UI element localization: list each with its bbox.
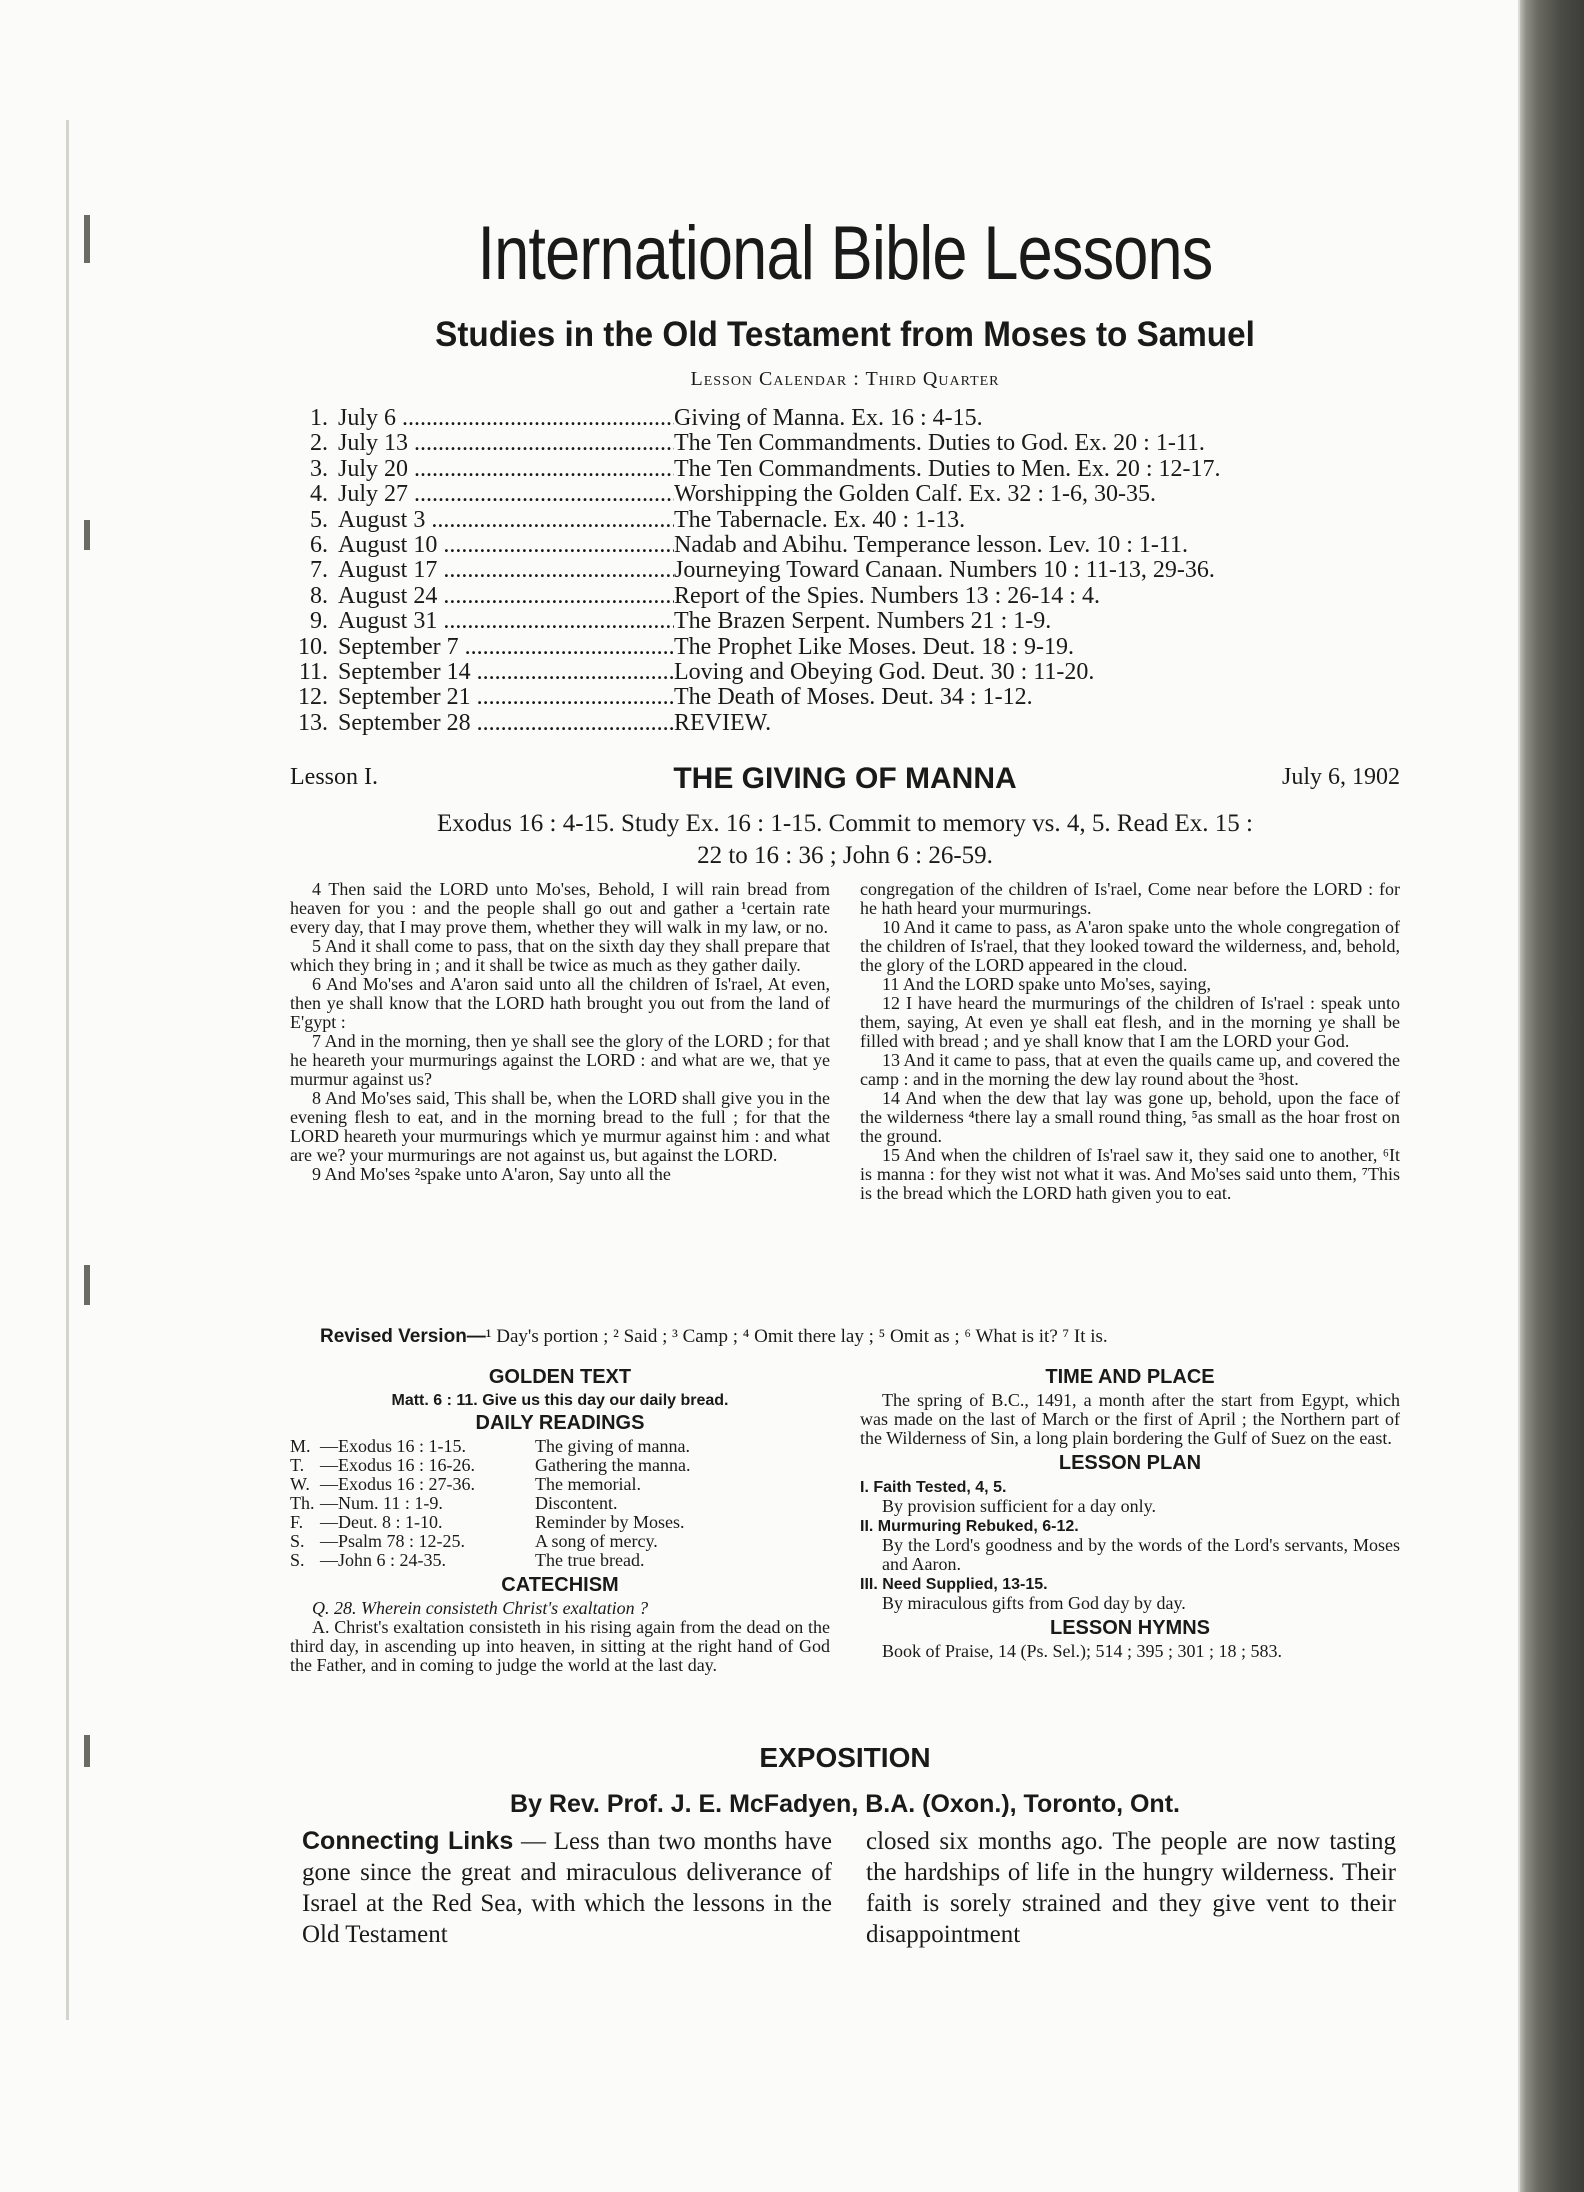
calendar-topic: Journeying Toward Canaan. Numbers 10 : 11-13, 29-36. bbox=[674, 557, 1215, 584]
reading-topic: A song of mercy. bbox=[535, 1531, 658, 1551]
lesson-label: Lesson I. bbox=[290, 764, 378, 790]
calendar-date: August 24 ..... bbox=[338, 584, 674, 609]
calendar-date: September 28 ..... bbox=[338, 711, 674, 736]
calendar-topic: Nadab and Abihu. Temperance lesson. Lev. 10 : 1-11. bbox=[674, 532, 1188, 559]
exposition-heading: EXPOSITION bbox=[759, 1742, 931, 1773]
calendar-date: August 3 ..... bbox=[338, 508, 674, 533]
calendar-number: 2. bbox=[310, 430, 328, 457]
references-line: 22 to 16 : 36 ; John 6 : 26-59. bbox=[697, 842, 993, 869]
calendar-number: 1. bbox=[310, 405, 328, 431]
reading-day: F. bbox=[290, 1512, 304, 1532]
exposition-left-text: — Less than two months have gone since the great and miraculous deliverance of Israel at the Red Sea, with which the lessons in the Old Testament bbox=[302, 1828, 832, 1948]
calendar-row bbox=[290, 635, 1400, 660]
calendar-date: September 14 ..... bbox=[338, 660, 674, 685]
calendar-row bbox=[290, 482, 1400, 507]
calendar-number: 3. bbox=[310, 455, 328, 482]
lesson-plan-list bbox=[860, 1477, 1400, 1613]
calendar-number: 7. bbox=[310, 557, 328, 584]
daily-reading-row bbox=[290, 1513, 830, 1532]
golden-text-heading: GOLDEN TEXT bbox=[488, 1366, 632, 1388]
calendar-row bbox=[290, 660, 1400, 685]
catechism-answer: A. Christ's exaltation consisteth in his rising again from the dead on the third day, in ascending up into heaven, in sitting at the right hand of God the Father, and in coming to judge the world at the last day. bbox=[290, 1617, 830, 1675]
reading-topic: The giving of manna. bbox=[535, 1436, 690, 1456]
margin-mark bbox=[84, 1735, 90, 1767]
gutter-shadow bbox=[66, 120, 69, 2020]
scripture-verse: 9 And Mo'ses ²spake unto A'aron, Say unto all the bbox=[312, 1164, 671, 1184]
exposition-right-column bbox=[866, 1826, 1396, 1950]
page-subtitle: Studies in the Old Testament from Moses to Samuel bbox=[435, 315, 1255, 354]
calendar-date: September 21 ..... bbox=[338, 685, 674, 710]
reading-day: W. bbox=[290, 1474, 310, 1494]
helps-right-column bbox=[860, 1366, 1400, 1675]
catechism-question: Q. 28. Wherein consisteth Christ's exaltation ? bbox=[312, 1598, 649, 1618]
lesson-hymns-text: Book of Praise, 14 (Ps. Sel.); 514 ; 395 ; 301 ; 18 ; 583. bbox=[882, 1641, 1282, 1661]
reading-topic: Discontent. bbox=[535, 1493, 618, 1513]
calendar-topic: REVIEW. bbox=[674, 709, 772, 736]
reading-reference: —Num. 11 : 1-9. bbox=[320, 1493, 443, 1513]
daily-reading-row bbox=[290, 1551, 830, 1570]
lesson-plan-title: III. Need Supplied, 13-15. bbox=[860, 1576, 1048, 1593]
reading-day: S. bbox=[290, 1550, 305, 1570]
lesson-title: THE GIVING OF MANNA bbox=[673, 762, 1017, 795]
lesson-plan-item bbox=[860, 1574, 1400, 1613]
calendar-number: 9. bbox=[310, 608, 328, 635]
calendar-row bbox=[290, 508, 1400, 533]
calendar-row bbox=[290, 584, 1400, 609]
reading-day: S. bbox=[290, 1531, 305, 1551]
lesson-plan-item bbox=[860, 1516, 1400, 1574]
scripture-verse: 14 And when the dew that lay was gone up, behold, upon the face of the wilderness ⁴there lay a small round thing, ⁵as small as the hoar frost on the ground. bbox=[860, 1088, 1400, 1146]
daily-reading-row bbox=[290, 1494, 830, 1513]
calendar-date: August 10 ..... bbox=[338, 533, 674, 558]
calendar-topic: The Brazen Serpent. Numbers 21 : 1-9. bbox=[674, 608, 1052, 635]
time-place-heading: TIME AND PLACE bbox=[1045, 1366, 1215, 1388]
reading-day: Th. bbox=[290, 1493, 315, 1513]
lesson-plan-title: II. Murmuring Rebuked, 6-12. bbox=[860, 1518, 1079, 1535]
calendar-date: September 7 ..... bbox=[338, 635, 674, 660]
reading-reference: —Exodus 16 : 16-26. bbox=[320, 1455, 475, 1475]
calendar-topic: Worshipping the Golden Calf. Ex. 32 : 1-6, 30-35. bbox=[674, 481, 1157, 508]
calendar-row bbox=[290, 457, 1400, 482]
calendar-date: July 20 ..... bbox=[338, 457, 674, 482]
calendar-row bbox=[290, 431, 1400, 456]
lesson-helps bbox=[290, 1366, 1400, 1675]
calendar-date: July 6 ..... bbox=[338, 406, 674, 431]
daily-readings-heading: DAILY READINGS bbox=[475, 1412, 645, 1434]
calendar-row bbox=[290, 609, 1400, 634]
calendar-date: July 27 ..... bbox=[338, 482, 674, 507]
reading-reference: —Exodus 16 : 27-36. bbox=[320, 1474, 475, 1494]
scripture-verse: 4 Then said the LORD unto Mo'ses, Behold, I will rain bread from heaven for you : and the people shall go out and gather a ¹certain rate every day, that I may prove them, whether they will walk in my law, or no. bbox=[290, 879, 830, 937]
reading-day: M. bbox=[290, 1436, 311, 1456]
scripture-verse: 6 And Mo'ses and A'aron said unto all the children of Is'rael, At even, then ye shall know that the LORD hath brought you out from the land of E'gypt : bbox=[290, 974, 830, 1032]
daily-reading-row bbox=[290, 1437, 830, 1456]
calendar-topic: Loving and Obeying God. Deut. 30 : 11-20. bbox=[674, 659, 1095, 686]
page-title: International Bible Lessons bbox=[477, 211, 1213, 296]
lesson-plan-text: By provision sufficient for a day only. bbox=[882, 1496, 1156, 1516]
exposition-byline: By Rev. Prof. J. E. McFadyen, B.A. (Oxon.), Toronto, Ont. bbox=[510, 1790, 1180, 1818]
calendar-number: 12. bbox=[298, 684, 328, 711]
daily-reading-row bbox=[290, 1532, 830, 1551]
calendar-number: 6. bbox=[310, 532, 328, 559]
revised-version-text: ¹ Day's portion ; ² Said ; ³ Camp ; ⁴ Omit there lay ; ⁵ Omit as ; ⁶ What is it? ⁷ It is. bbox=[485, 1326, 1108, 1347]
calendar-number: 11. bbox=[298, 659, 328, 686]
reading-topic: The memorial. bbox=[535, 1474, 641, 1494]
calendar-topic: The Death of Moses. Deut. 34 : 1-12. bbox=[674, 684, 1033, 711]
calendar-number: 10. bbox=[298, 633, 328, 660]
reading-topic: Reminder by Moses. bbox=[535, 1512, 685, 1532]
calendar-number: 4. bbox=[310, 481, 328, 508]
calendar-number: 13. bbox=[298, 709, 328, 736]
lesson-plan-text: By miraculous gifts from God day by day. bbox=[882, 1593, 1186, 1613]
exposition-right-text: closed six months ago. The people are now tasting the hardships of life in the hungry wilderness. Their faith is sorely strained and they give vent to their disappointment bbox=[866, 1828, 1396, 1948]
scripture-verse: 5 And it shall come to pass, that on the sixth day they shall prepare that which they bring in ; and it shall be twice as much as they gather daily. bbox=[290, 936, 830, 975]
scripture-verse: 8 And Mo'ses said, This shall be, when the LORD shall give you in the evening flesh to eat, and in the morning bread to the full ; for that the LORD heareth your murmurings which ye murmur against him : and what are we? your murmurings are not against us, but against the LORD. bbox=[290, 1088, 830, 1165]
scripture-verse: 15 And when the children of Is'rael saw it, they said one to another, ⁶It is manna : for they wist not what it was. And Mo'ses said unto them, ⁷This is the bread which the LORD hath given you to eat. bbox=[860, 1145, 1400, 1203]
scripture-verse: congregation of the children of Is'rael, Come near before the LORD : for he hath heard your murmurings. bbox=[860, 879, 1400, 918]
lesson-plan-title: I. Faith Tested, 4, 5. bbox=[860, 1479, 1007, 1496]
reading-reference: —Deut. 8 : 1-10. bbox=[320, 1512, 443, 1532]
calendar-topic: Giving of Manna. Ex. 16 : 4-15. bbox=[674, 405, 983, 431]
daily-reading-row bbox=[290, 1456, 830, 1475]
lesson-header bbox=[290, 762, 1400, 796]
reading-reference: —Psalm 78 : 12-25. bbox=[320, 1531, 466, 1551]
helps-left-column bbox=[290, 1366, 830, 1675]
calendar-number: 5. bbox=[310, 506, 328, 533]
lesson-plan-item bbox=[860, 1477, 1400, 1516]
lesson-plan-text: By the Lord's goodness and by the words of the Lord's servants, Moses and Aaron. bbox=[882, 1535, 1400, 1574]
revised-version-notes bbox=[320, 1326, 1108, 1348]
lesson-calendar bbox=[290, 406, 1400, 736]
calendar-row bbox=[290, 406, 1400, 431]
exposition-lead: Connecting Links bbox=[302, 1827, 514, 1855]
calendar-topic: The Ten Commandments. Duties to Men. Ex. 20 : 12-17. bbox=[674, 455, 1221, 482]
calendar-row bbox=[290, 533, 1400, 558]
exposition-left-column bbox=[302, 1826, 832, 1950]
scripture-verse: 12 I have heard the murmurings of the children of Is'rael : speak unto them, saying, At even ye shall eat flesh, and in the morning ye shall be filled with bread ; and ye shall know that I am the LORD your God. bbox=[860, 993, 1400, 1051]
calendar-row bbox=[290, 558, 1400, 583]
scripture-right-column bbox=[860, 880, 1400, 1203]
daily-reading-row bbox=[290, 1475, 830, 1494]
calendar-row bbox=[290, 711, 1400, 736]
calendar-date: July 13 ..... bbox=[338, 431, 674, 456]
daily-readings-list bbox=[290, 1437, 830, 1570]
calendar-heading: Lesson Calendar : Third Quarter bbox=[690, 368, 1000, 390]
reading-topic: The true bread. bbox=[535, 1550, 645, 1570]
scripture-verse: 10 And it came to pass, as A'aron spake unto the whole congregation of the children of Is'rael, that they looked toward the wilderness, and, behold, the glory of the LORD appeared in the cloud. bbox=[860, 917, 1400, 975]
scripture-left-column bbox=[290, 880, 830, 1203]
lesson-hymns-heading: LESSON HYMNS bbox=[1049, 1617, 1211, 1639]
scripture-verse: 13 And it came to pass, that at even the quails came up, and covered the camp : and in the morning the dew lay round about the ³host. bbox=[860, 1050, 1400, 1089]
calendar-topic: The Prophet Like Moses. Deut. 18 : 9-19. bbox=[674, 633, 1074, 660]
reading-day: T. bbox=[290, 1455, 305, 1475]
calendar-topic: Report of the Spies. Numbers 13 : 26-14 : 4. bbox=[674, 582, 1100, 609]
exposition-text bbox=[302, 1826, 1396, 1950]
golden-text: Matt. 6 : 11. Give us this day our daily bread. bbox=[391, 1392, 729, 1409]
calendar-row bbox=[290, 685, 1400, 710]
margin-mark bbox=[84, 215, 90, 263]
calendar-date: August 17 ..... bbox=[338, 558, 674, 583]
lesson-plan-heading: LESSON PLAN bbox=[1058, 1452, 1202, 1474]
reading-reference: —John 6 : 24-35. bbox=[320, 1550, 446, 1570]
calendar-topic: The Tabernacle. Ex. 40 : 1-13. bbox=[674, 506, 966, 533]
calendar-topic: The Ten Commandments. Duties to God. Ex. 20 : 1-11. bbox=[674, 430, 1205, 457]
reading-reference: —Exodus 16 : 1-15. bbox=[320, 1436, 466, 1456]
scripture-passage bbox=[290, 880, 1400, 1203]
time-place-text: The spring of B.C., 1491, a month after the start from Egypt, which was made on the last of March or the first of April ; the Northern part of the Wilderness of Sin, a long plain bordering the Gulf of Suez on the east. bbox=[860, 1390, 1400, 1448]
scripture-verse: 11 And the LORD spake unto Mo'ses, saying, bbox=[882, 974, 1212, 994]
lesson-date: July 6, 1902 bbox=[1281, 764, 1400, 790]
scripture-verse: 7 And in the morning, then ye shall see the glory of the LORD ; for that he heareth your murmurings against the LORD : and what are we, that ye murmur against us? bbox=[290, 1031, 830, 1089]
catechism-heading: CATECHISM bbox=[501, 1574, 619, 1596]
book-binding-edge bbox=[1520, 0, 1584, 2192]
margin-mark bbox=[84, 520, 90, 550]
calendar-date: August 31 ..... bbox=[338, 609, 674, 634]
margin-mark bbox=[84, 1265, 90, 1305]
reading-topic: Gathering the manna. bbox=[535, 1455, 691, 1475]
lesson-references bbox=[290, 808, 1400, 872]
revised-version-label: Revised Version— bbox=[320, 1326, 486, 1347]
references-line: Exodus 16 : 4-15. Study Ex. 16 : 1-15. Commit to memory vs. 4, 5. Read Ex. 15 : bbox=[437, 810, 1253, 837]
calendar-number: 8. bbox=[310, 582, 328, 609]
